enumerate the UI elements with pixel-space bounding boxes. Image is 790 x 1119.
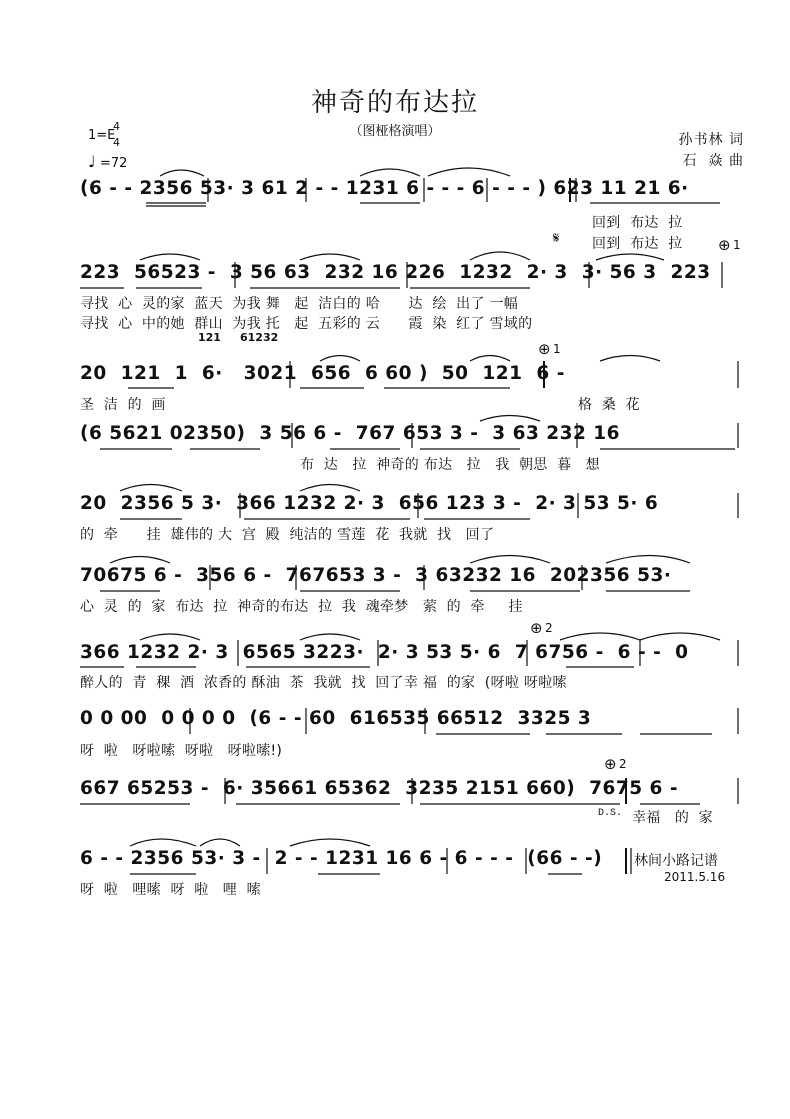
key-signature: 1=E xyxy=(88,128,116,143)
coda-2-label: 2 xyxy=(545,621,553,635)
transcriber-credit: 林间小路记谱 xyxy=(634,853,718,869)
system-1-lyric-1: 回到 布达 拉 xyxy=(592,215,683,231)
small-notes-2: 61232 xyxy=(240,331,279,344)
system-2-lyric-1: 寻找 心 灵的家 蓝天 为我 舞 起 洁白的 哈 达 绘 出了 一幅 xyxy=(80,296,519,312)
transcription-date: 2011.5.16 xyxy=(664,870,726,884)
coda-1-label: 1 xyxy=(733,238,741,252)
system-2-notes: 223 56523 - 3 56 63 232 16 226 1232 2· 3 3· 56 3 223 xyxy=(80,262,711,283)
segno-icon: 𝄋 xyxy=(553,229,560,247)
system-8-lyric-1: 呀 啦 呀啦嗦 呀啦 呀啦嗦!) xyxy=(80,743,283,759)
system-9-lyric-1: 幸福 的 家 xyxy=(632,810,713,826)
system-6-lyric-1: 心 灵 的 家 布达 拉 神奇的布达 拉 我 魂牵梦 萦 的 牵 挂 xyxy=(80,599,523,615)
song-title: 神奇的布达拉 xyxy=(310,88,479,118)
time-sig-bottom: 4 xyxy=(113,136,120,149)
system-8-notes: 0 0 00 0 0 0 0 (6 - - 60 616535 66512 3325 3 xyxy=(80,708,592,729)
system-1-notes: (6 - - 2356 53· 3 61 2 - - 1231 6 - - - 6 - - - ) 623 11 21 6· xyxy=(80,178,689,199)
system-10-notes: 6 - - 2356 53· 3 - 2 - - 1231 16 6 - 6 - - - (66 - -) xyxy=(80,848,603,869)
coda-icon: ⊕ xyxy=(718,236,731,254)
system-9-notes: 667 65253 - 6· 35661 65362 3235 2151 660) 7675 6 - xyxy=(80,778,679,799)
small-notes-1: 121 xyxy=(198,331,221,344)
system-5-lyric-1: 的 牵 挂 雄伟的 大 宫 殿 纯洁的 雪莲 花 我就 找 回了 xyxy=(80,527,495,543)
performer-subtitle: （图桠格演唱） xyxy=(349,124,441,139)
system-6-notes: 70675 6 - 356 6 - 767653 3 - 3 63232 16 202356 53· xyxy=(80,565,672,586)
coda-2b-label: 2 xyxy=(619,757,627,771)
quarter-note-icon: ♩ xyxy=(88,152,96,171)
ds-marker: D.S. xyxy=(598,808,623,819)
coda-icon: ⊕ xyxy=(538,340,551,358)
system-10-lyric-1: 呀 啦 哩嗦 呀 啦 哩 嗦 xyxy=(80,882,261,898)
system-3-lyric-2: 格 桑 花 xyxy=(578,397,640,413)
system-3-lyric-1: 圣 洁 的 画 xyxy=(80,397,166,413)
system-1-lyric-2: 回到 布达 拉 xyxy=(592,236,683,252)
system-7-notes: 366 1232 2· 3 6565 3223· 2· 3 53 5· 6 7 6756 - 6 - - 0 xyxy=(80,642,689,663)
system-2-lyric-2: 寻找 心 中的她 群山 为我 托 起 五彩的 云 霞 染 红了 雪域的 xyxy=(80,316,533,332)
lyricist: 孙书林 词 xyxy=(678,132,744,148)
coda-1b-label: 1 xyxy=(553,342,561,356)
composer: 石 焱 曲 xyxy=(682,153,744,169)
system-4-notes: (6 5621 02350) 3 56 6 - 767 653 3 - 3 63 232 16 xyxy=(80,423,621,444)
coda-icon: ⊕ xyxy=(530,619,543,637)
system-7-lyric-1: 醉人的 青 稞 酒 浓香的 酥油 茶 我就 找 回了幸 福 的家 (呀啦 呀啦嗦 xyxy=(80,675,567,691)
tempo: =72 xyxy=(100,156,128,171)
system-3-notes: 20 121 1 6· 3021 656 6 60 ) 50 121 6 - xyxy=(80,363,565,384)
time-sig-top: 4 xyxy=(113,120,120,133)
system-5-notes: 20 2356 5 3· 366 1232 2· 3 656 123 3 - 2· 3 53 5· 6 xyxy=(80,493,659,514)
system-4-lyric-1: 布 达 拉 神奇的 布达 拉 我 朝思 暮 想 xyxy=(300,457,600,473)
coda-icon: ⊕ xyxy=(604,755,617,773)
